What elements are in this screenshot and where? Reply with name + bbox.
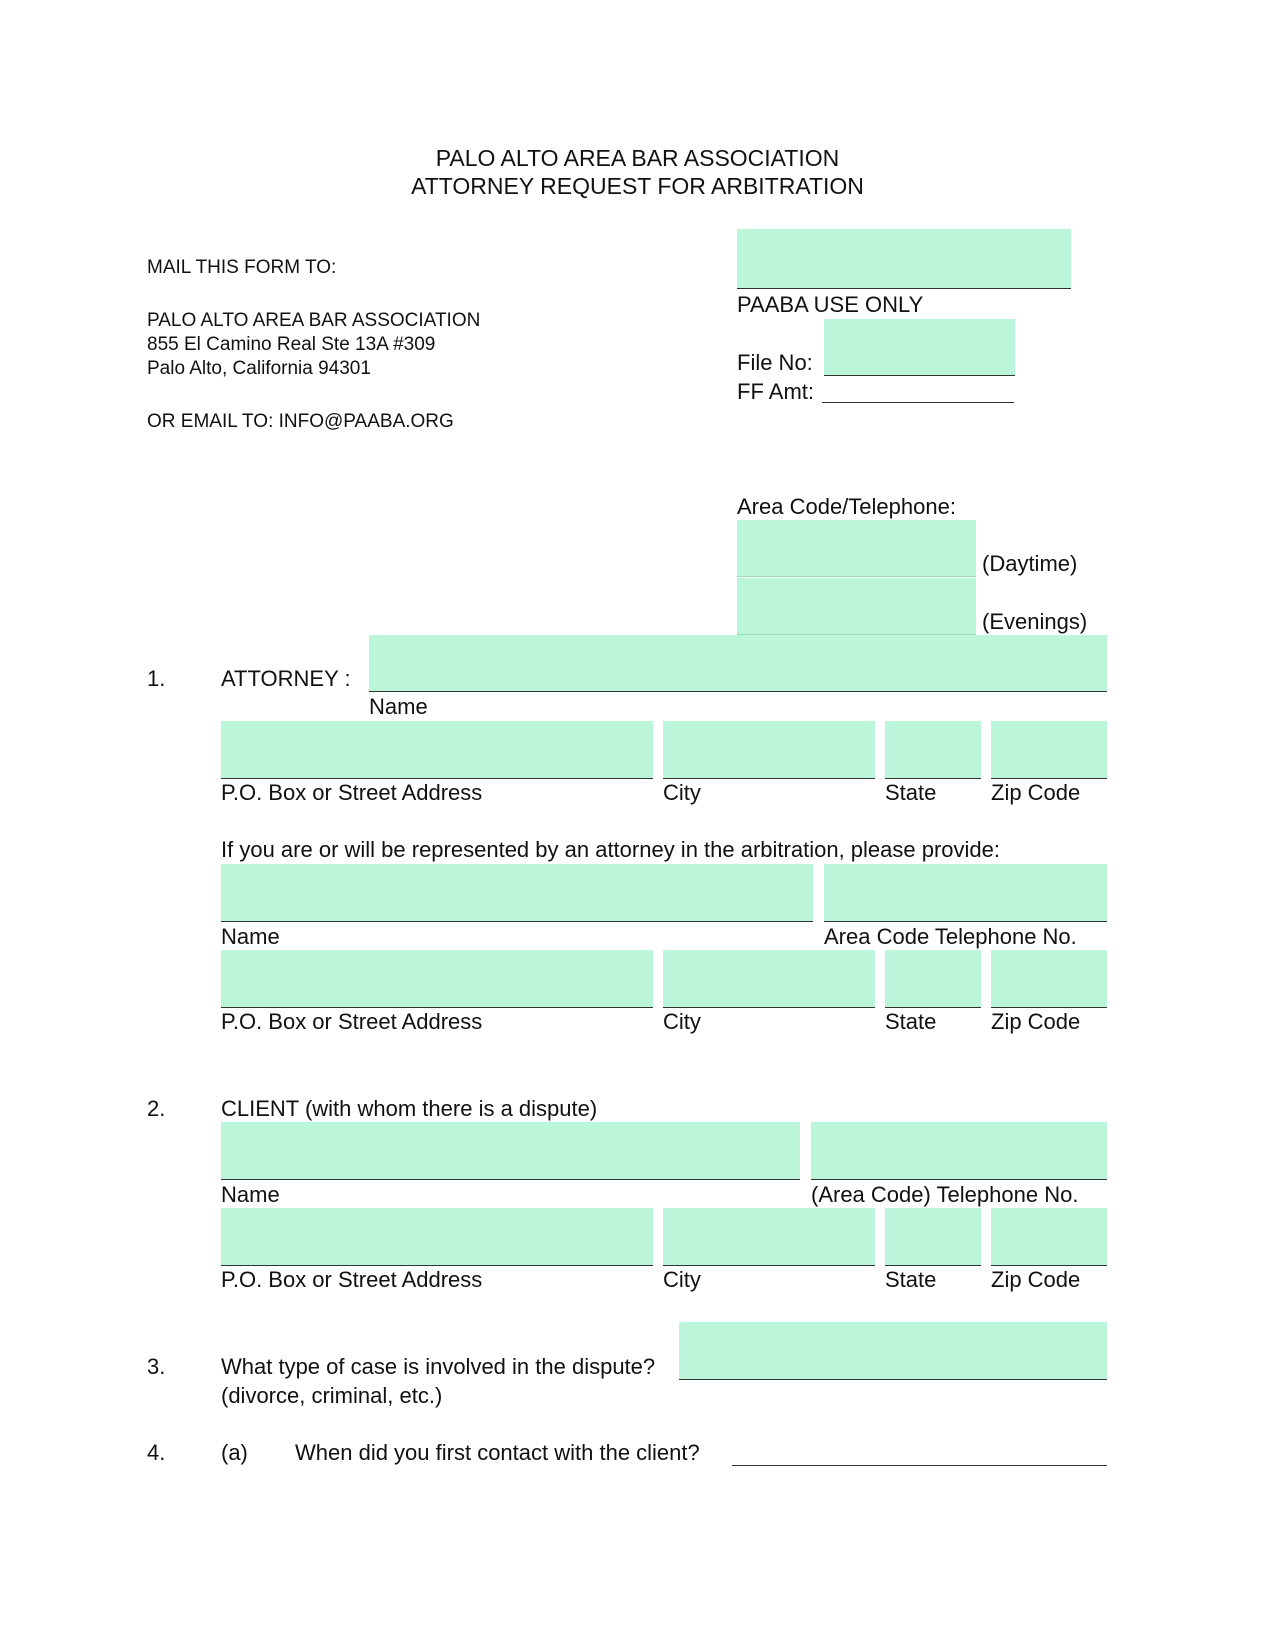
client-city-field[interactable] [663, 1208, 875, 1266]
client-name-field[interactable] [221, 1122, 800, 1180]
rep-attorney-phone-field[interactable] [824, 864, 1107, 922]
rep-state-field[interactable] [885, 950, 981, 1008]
file-no-field[interactable] [824, 319, 1015, 376]
evening-phone-field[interactable] [737, 578, 976, 635]
attorney-state-field[interactable] [885, 721, 981, 779]
client-state-field[interactable] [885, 1208, 981, 1266]
client-address-caption: P.O. Box or Street Address [221, 1267, 483, 1292]
section-4-number: 4. [147, 1440, 166, 1465]
file-no-label: File No: [737, 350, 813, 375]
attorney-zip-caption: Zip Code [991, 780, 1081, 805]
mail-street: 855 El Camino Real Ste 13A #309 [147, 334, 436, 355]
attorney-address-caption: P.O. Box or Street Address [221, 780, 483, 805]
attorney-state-caption: State [885, 780, 937, 805]
case-type-question: What type of case is involved in the dispute? [221, 1354, 656, 1379]
first-contact-question: When did you first contact with the client? [295, 1440, 700, 1465]
client-address-field[interactable] [221, 1208, 653, 1266]
first-contact-line[interactable] [732, 1465, 1107, 1466]
rep-zip-caption: Zip Code [991, 1009, 1081, 1034]
section-4a-label: (a) [221, 1440, 248, 1465]
rep-zip-field[interactable] [991, 950, 1107, 1008]
rep-phone-caption: Area Code Telephone No. [824, 924, 1077, 949]
attorney-city-field[interactable] [663, 721, 875, 779]
attorney-label: ATTORNEY : [221, 666, 351, 691]
section-1-number: 1. [147, 666, 166, 691]
mail-org: PALO ALTO AREA BAR ASSOCIATION [147, 310, 481, 331]
case-type-hint: (divorce, criminal, etc.) [221, 1383, 443, 1408]
client-name-caption: Name [221, 1182, 280, 1207]
form-title-line2: ATTORNEY REQUEST FOR ARBITRATION [411, 173, 864, 199]
rep-name-caption: Name [221, 924, 280, 949]
daytime-label: (Daytime) [982, 551, 1078, 576]
client-label: CLIENT (with whom there is a dispute) [221, 1096, 598, 1121]
daytime-phone-field[interactable] [737, 520, 976, 577]
office-use-label: PAABA USE ONLY [737, 292, 924, 317]
mail-heading: MAIL THIS FORM TO: [147, 257, 337, 278]
client-phone-field[interactable] [811, 1122, 1107, 1180]
form-title-line1: PALO ALTO AREA BAR ASSOCIATION [435, 145, 840, 171]
ff-amt-line[interactable] [822, 402, 1014, 403]
phone-label: Area Code/Telephone: [737, 494, 956, 519]
ff-amt-label: FF Amt: [737, 379, 814, 404]
rep-state-caption: State [885, 1009, 937, 1034]
section-3-number: 3. [147, 1354, 166, 1379]
attorney-name-caption: Name [369, 694, 428, 719]
rep-city-caption: City [663, 1009, 701, 1034]
client-zip-caption: Zip Code [991, 1267, 1081, 1292]
rep-city-field[interactable] [663, 950, 875, 1008]
rep-address-caption: P.O. Box or Street Address [221, 1009, 483, 1034]
rep-address-field[interactable] [221, 950, 653, 1008]
represented-instruction: If you are or will be represented by an attorney in the arbitration, please provide: [221, 837, 1001, 862]
attorney-zip-field[interactable] [991, 721, 1107, 779]
client-city-caption: City [663, 1267, 701, 1292]
client-state-caption: State [885, 1267, 937, 1292]
client-phone-caption: (Area Code) Telephone No. [811, 1182, 1079, 1207]
client-zip-field[interactable] [991, 1208, 1107, 1266]
email-line: OR EMAIL TO: INFO@PAABA.ORG [147, 411, 454, 432]
rep-attorney-name-field[interactable] [221, 864, 813, 922]
evenings-label: (Evenings) [982, 609, 1088, 634]
attorney-address-field[interactable] [221, 721, 653, 779]
attorney-city-caption: City [663, 780, 701, 805]
mail-city: Palo Alto, California 94301 [147, 358, 371, 379]
section-2-number: 2. [147, 1096, 166, 1121]
office-use-field[interactable] [737, 229, 1071, 289]
attorney-name-field[interactable] [369, 635, 1107, 692]
case-type-field[interactable] [679, 1322, 1107, 1380]
